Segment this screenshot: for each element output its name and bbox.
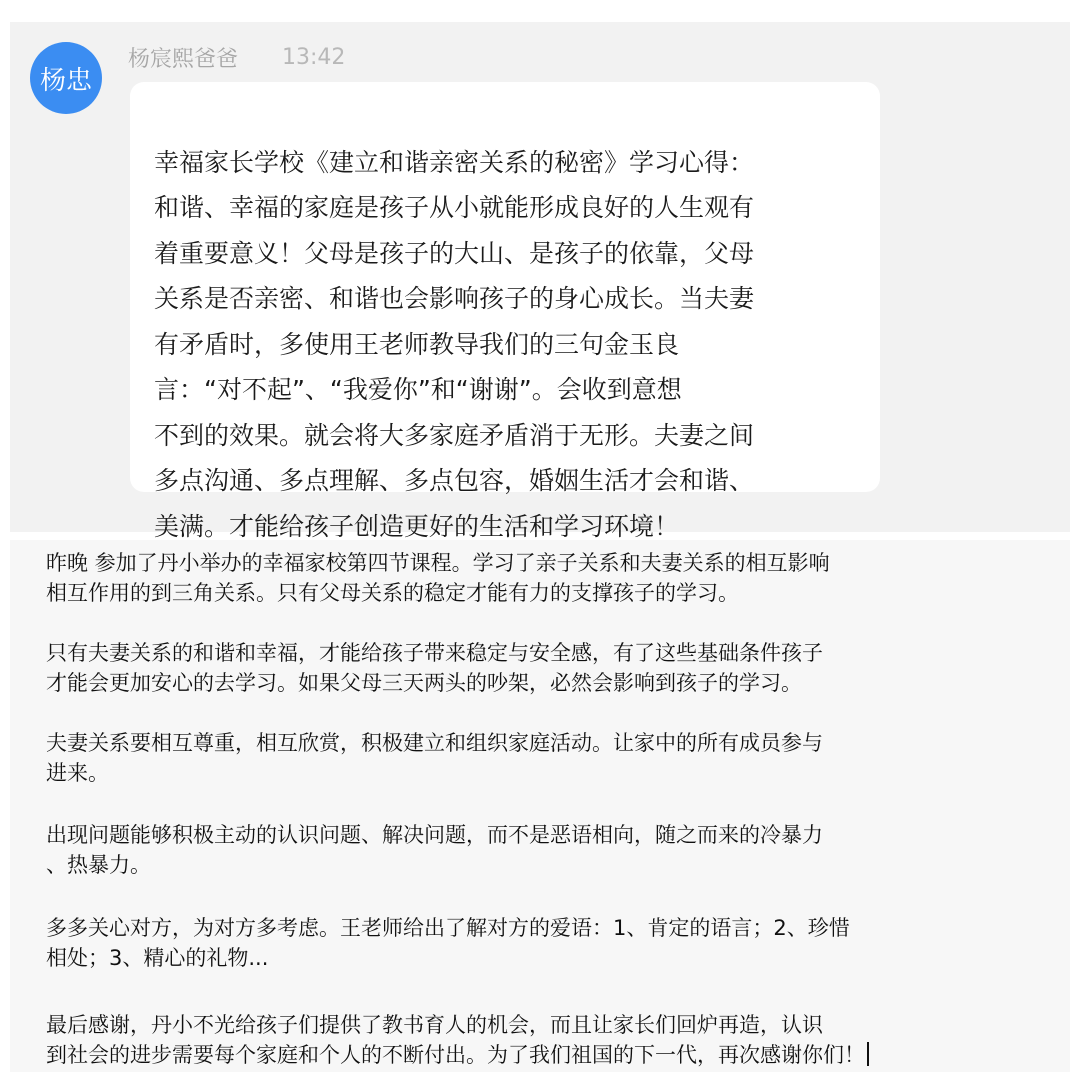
paragraph-line: 多多关心对方，为对方多考虑。王老师给出了解对方的爱语：1、肯定的语言；2、珍惜	[46, 916, 850, 940]
message-line: 幸福家长学校《建立和谐亲密关系的秘密》学习心得：	[154, 147, 755, 177]
document-paragraph	[46, 820, 1036, 880]
paragraph-line: 出现问题能够积极主动的认识问题、解决问题，而不是恶语相向，随之而来的冷暴力	[46, 823, 823, 847]
paragraph-line: 相处；3、精心的礼物...	[46, 946, 269, 970]
avatar[interactable]	[30, 42, 102, 114]
paragraph-line: 昨晚 参加了丹小举办的幸福家校第四节课程。学习了亲子关系和夫妻关系的相互影响	[46, 551, 830, 575]
document-paragraph	[46, 913, 1036, 973]
document-paragraph	[46, 728, 1036, 788]
message-line: 不到的效果。就会将大多家庭矛盾消于无形。夫妻之间	[154, 420, 755, 450]
message-line: 美满。才能给孩子创造更好的生活和学习环境！	[154, 511, 680, 541]
message-header	[128, 42, 345, 72]
paragraph-line: 进来。	[46, 761, 109, 785]
document-paragraph	[46, 638, 1036, 698]
message-line: 和谐、幸福的家庭是孩子从小就能形成良好的人生观有	[154, 193, 755, 222]
paragraph-line: 、热暴力。	[46, 853, 151, 877]
message-line: 着重要意义！父母是孩子的大山、是孩子的依靠，父母	[154, 238, 755, 268]
document-paragraph	[46, 548, 1036, 608]
paragraph-line: 才能会更加安心的去学习。如果父母三天两头的吵架，必然会影响到孩子的学习。	[46, 671, 802, 695]
avatar-label: 杨忠	[39, 65, 92, 96]
message-line: 言：“对不起”、“我爱你”和“谢谢”。会收到意想	[154, 375, 682, 404]
document-panel[interactable]	[10, 540, 1070, 1072]
paragraph-line: 到社会的进步需要每个家庭和个人的不断付出。为了我们祖国的下一代，再次感谢你们！	[46, 1043, 865, 1067]
chat-panel	[10, 22, 1070, 541]
paragraph-line: 夫妻关系要相互尊重，相互欣赏，积极建立和组织家庭活动。让家中的所有成员参与	[46, 731, 823, 755]
message-text	[154, 94, 856, 549]
message-time: 13:42	[282, 44, 346, 70]
paragraph-line: 相互作用的到三角关系。只有父母关系的稳定才能有力的支撑孩子的学习。	[46, 581, 739, 605]
paragraph-line: 只有夫妻关系的和谐和幸福，才能给孩子带来稳定与安全感，有了这些基础条件孩子	[46, 641, 823, 665]
message-line: 多点沟通、多点理解、多点包容，婚姻生活才会和谐、	[154, 466, 755, 495]
document-paragraph	[46, 1010, 1036, 1070]
message-bubble[interactable]	[130, 82, 880, 541]
text-cursor	[867, 1042, 869, 1066]
message-line: 有矛盾时，多使用王老师教导我们的三句金玉良	[154, 329, 680, 359]
paragraph-line: 最后感谢，丹小不光给孩子们提供了教书育人的机会，而且让家长们回炉再造，认识	[46, 1013, 823, 1037]
sender-name: 杨宸熙爸爸	[128, 46, 239, 72]
message-line: 关系是否亲密、和谐也会影响孩子的身心成长。当夫妻	[154, 284, 755, 313]
